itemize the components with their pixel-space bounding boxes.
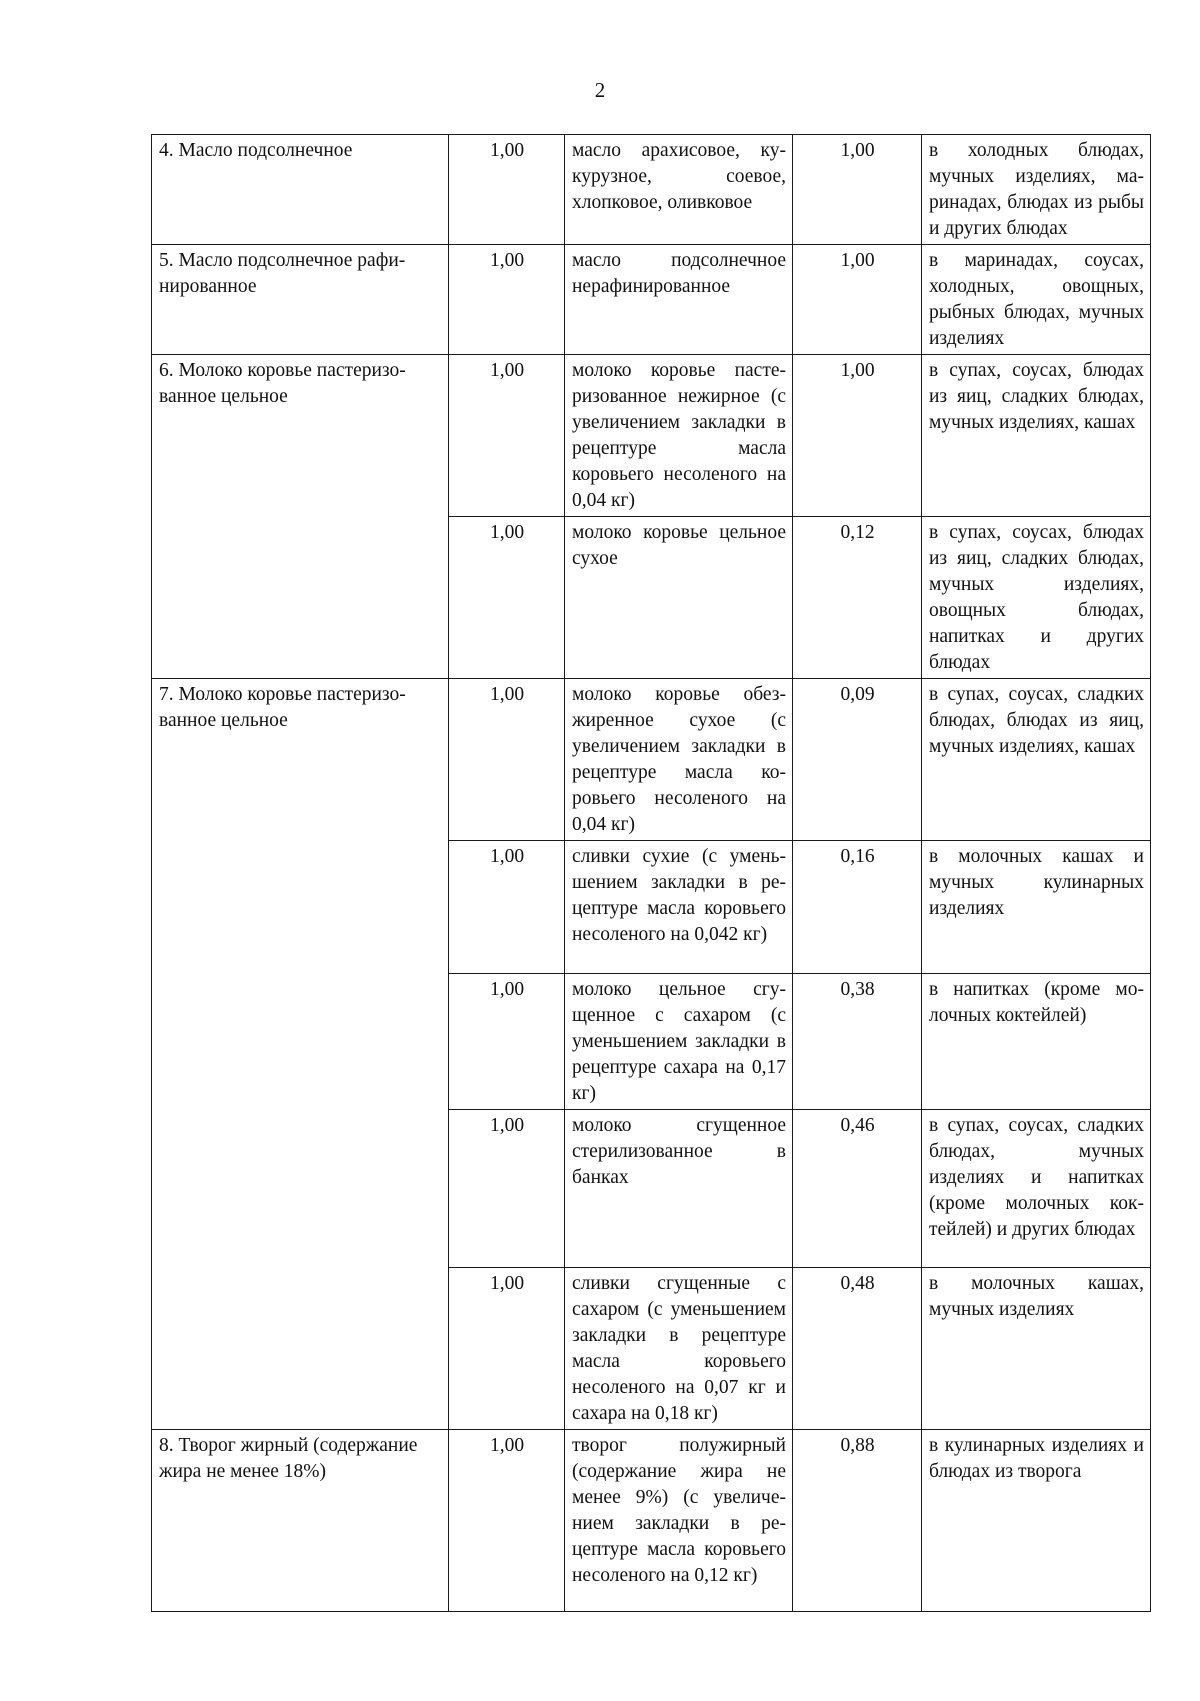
usage-cell: в холодных блюдах, мучных изделиях, маринадах, блюдах из рыбы и других блюдах xyxy=(922,135,1151,245)
quantity-cell: 1,00 xyxy=(449,245,565,355)
ratio-cell: 1,00 xyxy=(793,245,922,355)
substitution-table xyxy=(151,134,1151,1612)
quantity-cell: 1,00 xyxy=(449,1268,565,1430)
table-row xyxy=(152,355,1151,517)
quantity-cell: 1,00 xyxy=(449,1430,565,1612)
product-cell: 8. Творог жирный (содержание жира не менее 18%) xyxy=(152,1430,449,1612)
ratio-cell: 0,16 xyxy=(793,841,922,974)
ratio-cell: 1,00 xyxy=(793,135,922,245)
table-row xyxy=(152,245,1151,355)
quantity-cell: 1,00 xyxy=(449,679,565,841)
replacement-cell: молоко сгущенное стерилизованное в банках xyxy=(565,1110,793,1268)
replacement-cell: масло арахисовое, кукурузное, соевое, хлопковое, оливковое xyxy=(565,135,793,245)
replacement-cell: молоко коровье обезжиренное сухое (с увеличением закладки в рецептуре масла коровьего несоленого на 0,04 кг) xyxy=(565,679,793,841)
quantity-cell: 1,00 xyxy=(449,517,565,679)
table-row xyxy=(152,679,1151,841)
quantity-cell: 1,00 xyxy=(449,974,565,1110)
replacement-cell: сливки сгущенные с сахаром (с уменьшением закладки в рецептуре масла коровьего несоленого на 0,07 кг и сахара на 0,18 кг) xyxy=(565,1268,793,1430)
quantity-cell: 1,00 xyxy=(449,135,565,245)
usage-cell: в молочных кашах и мучных кулинарных изделиях xyxy=(922,841,1151,974)
usage-cell: в супах, соусах, блюдах из яиц, сладких блюдах, мучных изделиях, кашах xyxy=(922,355,1151,517)
product-cell: 6. Молоко коровье пастеризованное цельное xyxy=(152,355,449,679)
table-row xyxy=(152,135,1151,245)
replacement-cell: молоко коровье цельное сухое xyxy=(565,517,793,679)
page-number: 2 xyxy=(594,78,606,102)
ratio-cell: 0,48 xyxy=(793,1268,922,1430)
quantity-cell: 1,00 xyxy=(449,841,565,974)
ratio-cell: 0,38 xyxy=(793,974,922,1110)
usage-cell: в маринадах, соусах, холодных, овощных, рыбных блюдах, мучных изделиях xyxy=(922,245,1151,355)
usage-cell: в супах, соусах, блюдах из яиц, сладких блюдах, мучных изделиях, овощных блюдах, напитках и других блюдах xyxy=(922,517,1151,679)
usage-cell: в супах, соусах, сладких блюдах, мучных изделиях и напитках (кроме молочных коктейлей) и других блюдах xyxy=(922,1110,1151,1268)
replacement-cell: масло подсолнечное нерафинированное xyxy=(565,245,793,355)
usage-cell: в напитках (кроме молочных коктейлей) xyxy=(922,974,1151,1110)
quantity-cell: 1,00 xyxy=(449,355,565,517)
table-row xyxy=(152,1430,1151,1612)
product-cell: 4. Масло подсолнечное xyxy=(152,135,449,245)
ratio-cell: 0,88 xyxy=(793,1430,922,1612)
replacement-cell: молоко цельное сгущенное с сахаром (с уменьшением закладки в рецептуре сахара на 0,17 кг) xyxy=(565,974,793,1110)
ratio-cell: 1,00 xyxy=(793,355,922,517)
usage-cell: в молочных кашах, мучных изделиях xyxy=(922,1268,1151,1430)
ratio-cell: 0,09 xyxy=(793,679,922,841)
usage-cell: в супах, соусах, сладких блюдах, блюдах из яиц, мучных изделиях, кашах xyxy=(922,679,1151,841)
replacement-cell: творог полужирный (содержание жира не менее 9%) (с увеличением закладки в рецептуре масла коровьего несоленого на 0,12 кг) xyxy=(565,1430,793,1612)
quantity-cell: 1,00 xyxy=(449,1110,565,1268)
usage-cell: в кулинарных изделиях и блюдах из творога xyxy=(922,1430,1151,1612)
replacement-cell: сливки сухие (с уменьшением закладки в рецептуре масла коровьего несоленого на 0,042 кг) xyxy=(565,841,793,974)
ratio-cell: 0,46 xyxy=(793,1110,922,1268)
product-cell: 7. Молоко коровье пастеризованное цельное xyxy=(152,679,449,1430)
ratio-cell: 0,12 xyxy=(793,517,922,679)
product-cell: 5. Масло подсолнечное рафинированное xyxy=(152,245,449,355)
replacement-cell: молоко коровье пастеризованное нежирное (с увеличением закладки в рецептуре масла коровьего несоленого на 0,04 кг) xyxy=(565,355,793,517)
